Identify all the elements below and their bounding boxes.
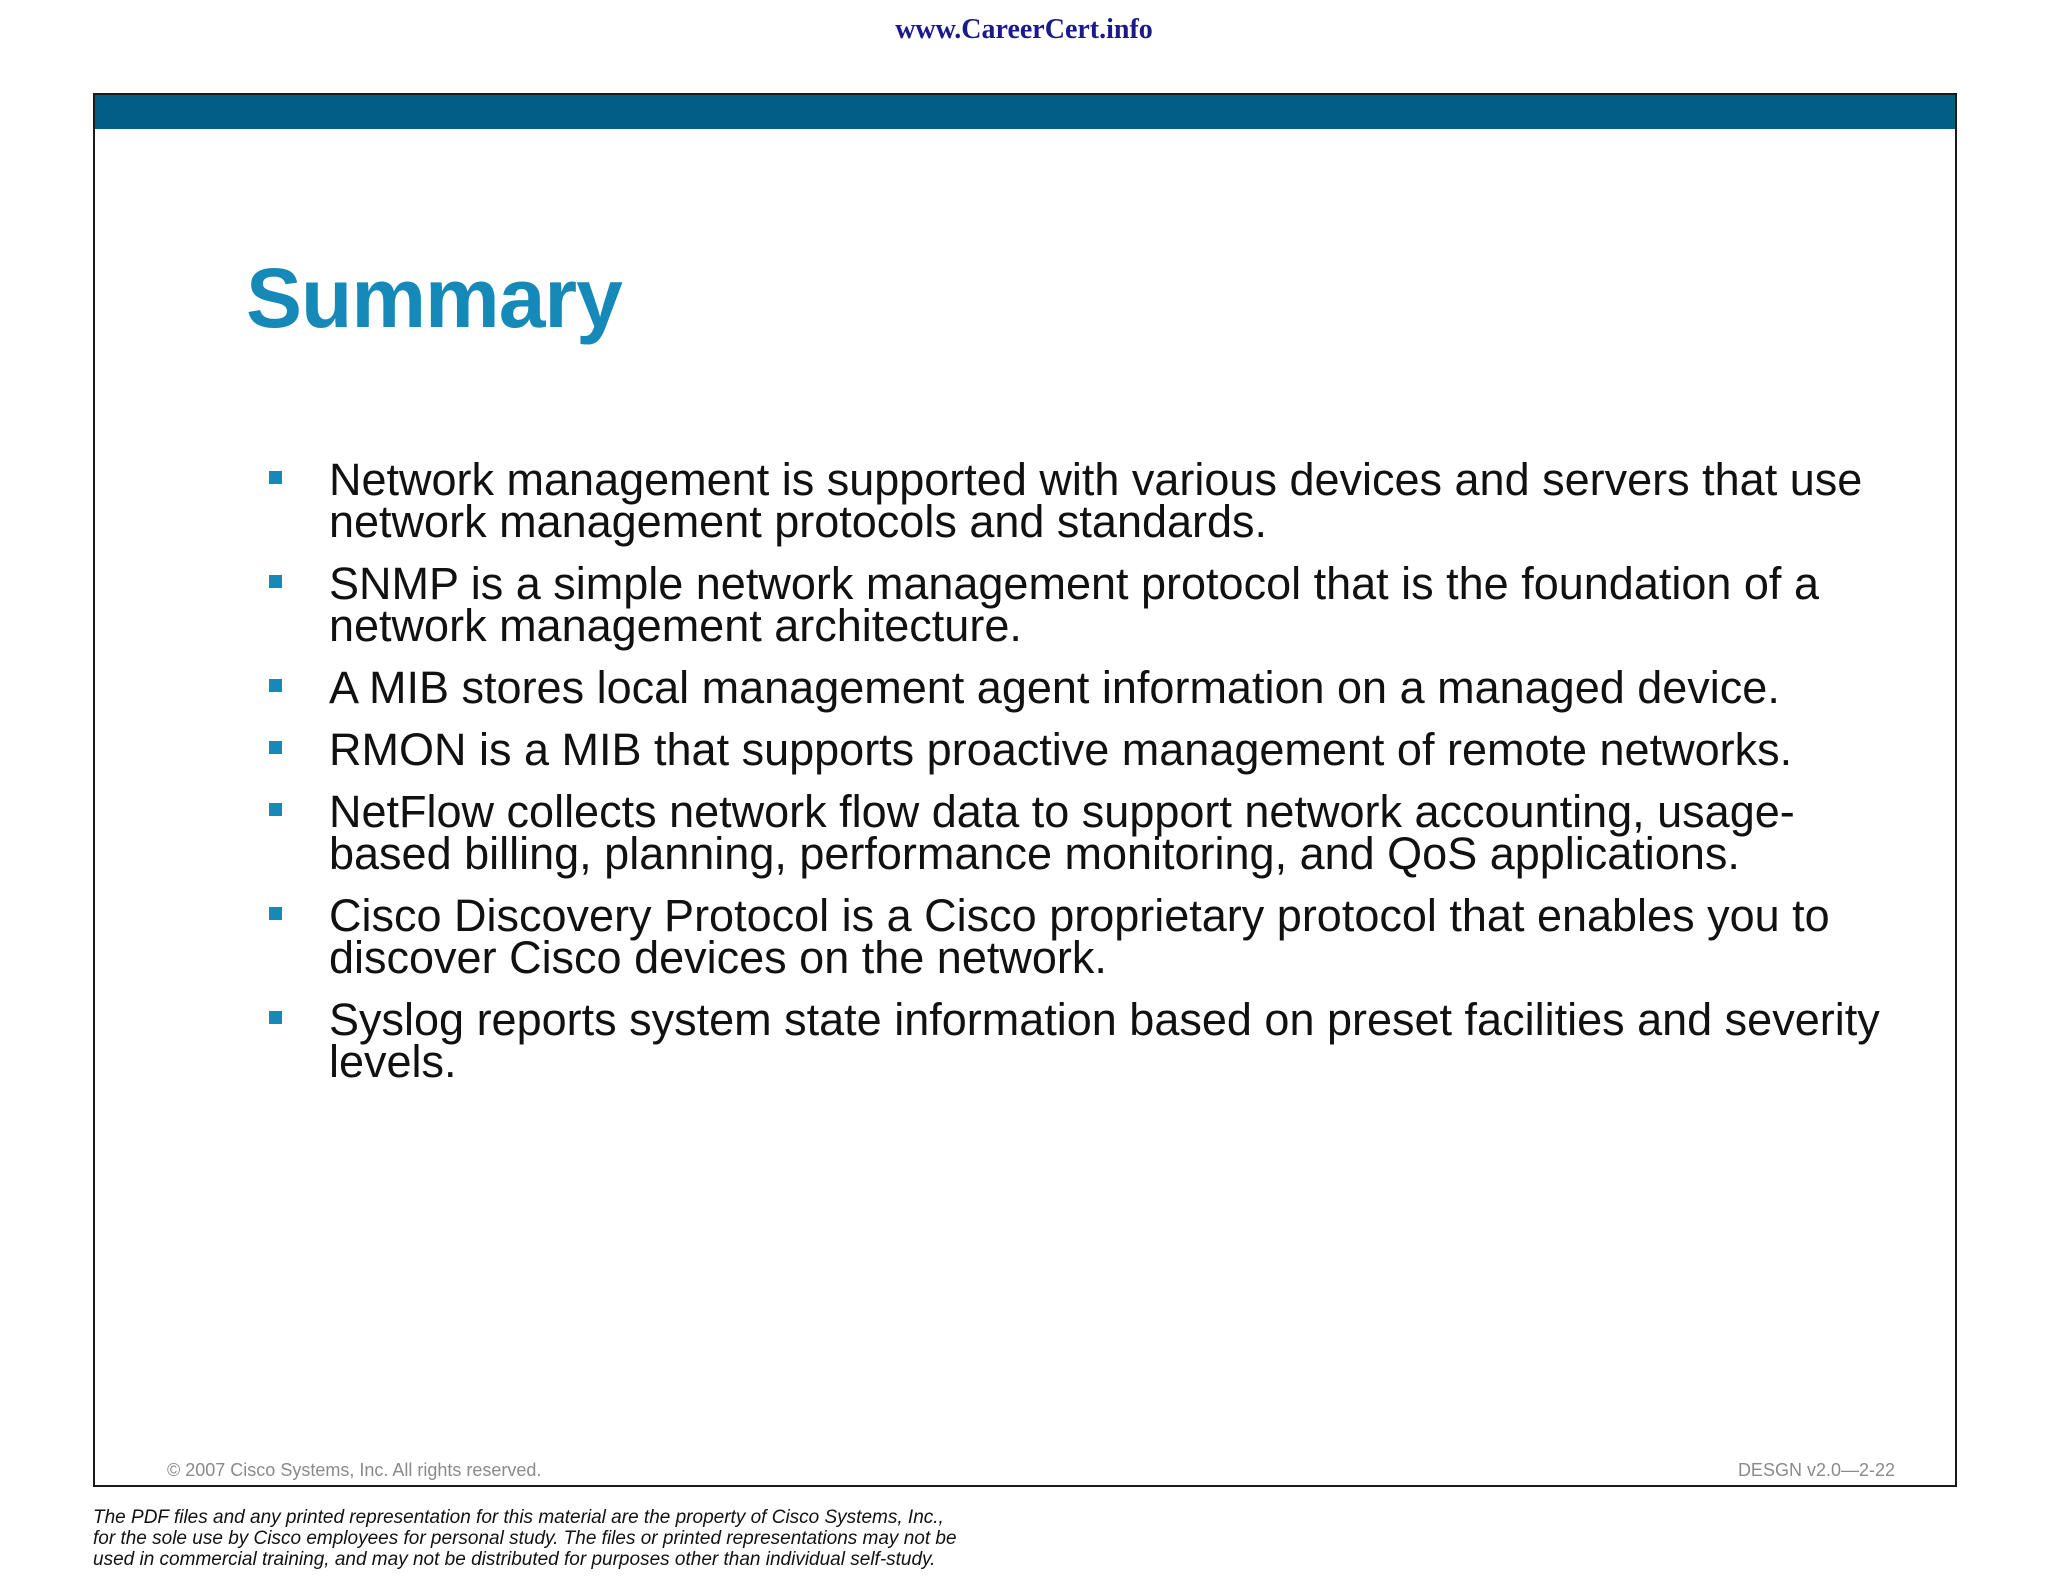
bullet-text: Syslog reports system state information based on preset facilities and severity levels.	[329, 994, 1880, 1087]
disclaimer	[93, 1507, 1193, 1570]
bullet-item	[269, 662, 1909, 713]
bullet-item	[269, 454, 1909, 547]
disclaimer-line: used in commercial training, and may not be distributed for purposes other than individual self-study.	[93, 1549, 936, 1570]
disclaimer-line: The PDF files and any printed representation for this material are the property of Cisco Systems, Inc.,	[93, 1507, 944, 1528]
bullet-text: Network management is supported with various devices and servers that use network management protocols and standards.	[329, 454, 1863, 547]
square-bullet-icon	[269, 803, 282, 816]
summary-bullet-list	[269, 454, 1909, 1103]
bullet-item	[269, 724, 1909, 775]
footer-copyright: © 2007 Cisco Systems, Inc. All rights reserved.	[167, 1460, 542, 1480]
bullet-item	[269, 786, 1909, 879]
footer-course-code: DESGN v2.0—2-22	[1737, 1460, 1895, 1480]
bullet-item	[269, 890, 1909, 983]
bullet-text: NetFlow collects network flow data to support network accounting, usage-based billing, planning, performance monitoring, and QoS applications.	[329, 786, 1795, 879]
bullet-text: RMON is a MIB that supports proactive management of remote networks.	[329, 724, 1793, 775]
square-bullet-icon	[269, 679, 282, 692]
slide-title: Summary	[246, 251, 622, 345]
disclaimer-line: for the sole use by Cisco employees for personal study. The files or printed representations may not be	[93, 1528, 957, 1549]
bullet-item	[269, 994, 1909, 1087]
square-bullet-icon	[269, 907, 282, 920]
site-url[interactable]: www.CareerCert.info	[895, 14, 1153, 45]
square-bullet-icon	[269, 471, 282, 484]
bullet-text: A MIB stores local management agent information on a managed device.	[329, 662, 1780, 713]
bullet-text: Cisco Discovery Protocol is a Cisco proprietary protocol that enables you to discover Cisco devices on the network.	[329, 890, 1830, 983]
bullet-item	[269, 558, 1909, 651]
square-bullet-icon	[269, 1011, 282, 1024]
bullet-text: SNMP is a simple network management protocol that is the foundation of a network management architecture.	[329, 558, 1819, 651]
square-bullet-icon	[269, 741, 282, 754]
square-bullet-icon	[269, 575, 282, 588]
slide-top-band	[95, 95, 1955, 129]
slide-frame	[93, 93, 1957, 1487]
